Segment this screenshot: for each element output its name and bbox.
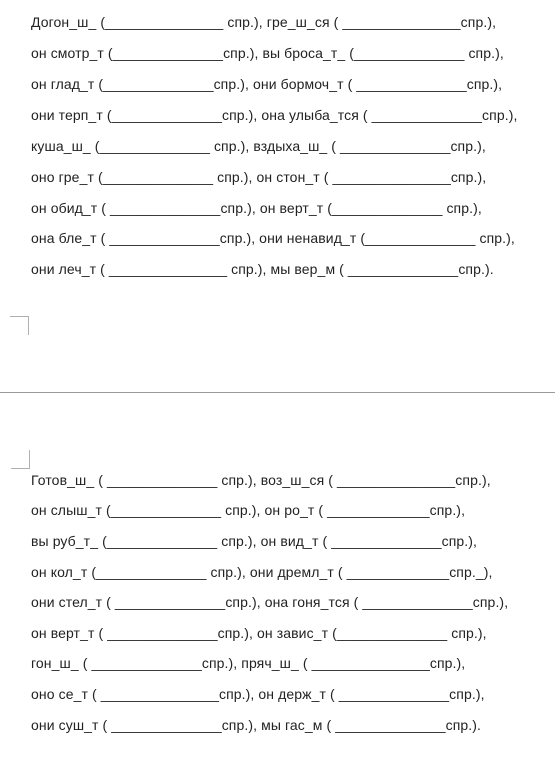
exercise-line: оно гре_т (______________ спр.), он стон_т ( _______________спр.),: [31, 169, 487, 185]
exercise-line: оно се_т ( _______________спр.), он держ_т ( ______________спр.),: [31, 686, 485, 702]
page-separator: [0, 392, 555, 393]
exercise-line: они терп_т (______________спр.), она улыба_тся ( ______________спр.),: [31, 107, 518, 123]
margin-corner-mark: [11, 450, 30, 469]
exercise-line: они стел_т ( ______________спр.), она гоня_тся ( ______________спр.),: [31, 594, 509, 610]
exercise-line: он слыш_т (______________ спр.), он ро_т ( _____________спр.),: [31, 502, 466, 518]
exercise-line: он обид_т ( ______________спр.), он верт_т (______________ спр.),: [31, 200, 482, 216]
exercise-line: он верт_т ( ______________спр.), он завис_т (______________ спр.),: [31, 625, 487, 641]
exercise-line: он кол_т (______________ спр.), они дремл_т ( _____________спр._),: [31, 564, 493, 580]
exercise-line: они суш_т ( ______________спр.), мы гас_м ( ______________спр.).: [31, 717, 482, 733]
exercise-line: куша_ш_ (______________ спр.), вздыха_ш_ ( ______________спр.),: [31, 138, 486, 154]
margin-corner-mark: [10, 316, 29, 335]
exercise-line: Догон_ш_ (_______________ спр.), гре_ш_ся ( _______________спр.),: [31, 14, 497, 30]
exercise-line: он глад_т (______________спр.), они бормоч_т ( ______________спр.),: [31, 76, 503, 92]
exercise-line: она бле_т ( ______________спр.), они ненавид_т (______________ спр.),: [31, 230, 515, 246]
exercise-line: он смотр_т (______________спр.), вы броса_т_ (______________ спр.),: [31, 45, 504, 61]
exercise-line: вы руб_т_ (______________ спр.), он вид_т ( ______________спр.),: [31, 533, 478, 549]
exercise-line: они леч_т ( _______________ спр.), мы вер_м ( ______________спр.).: [31, 261, 494, 277]
document-page-2: [0, 394, 555, 763]
exercise-line: гон_ш_ ( ______________спр.), пряч_ш_ ( _______________спр.),: [31, 655, 466, 671]
exercise-line: Готов_ш_ ( ______________ спр.), воз_ш_ся ( _______________спр.),: [31, 472, 491, 488]
